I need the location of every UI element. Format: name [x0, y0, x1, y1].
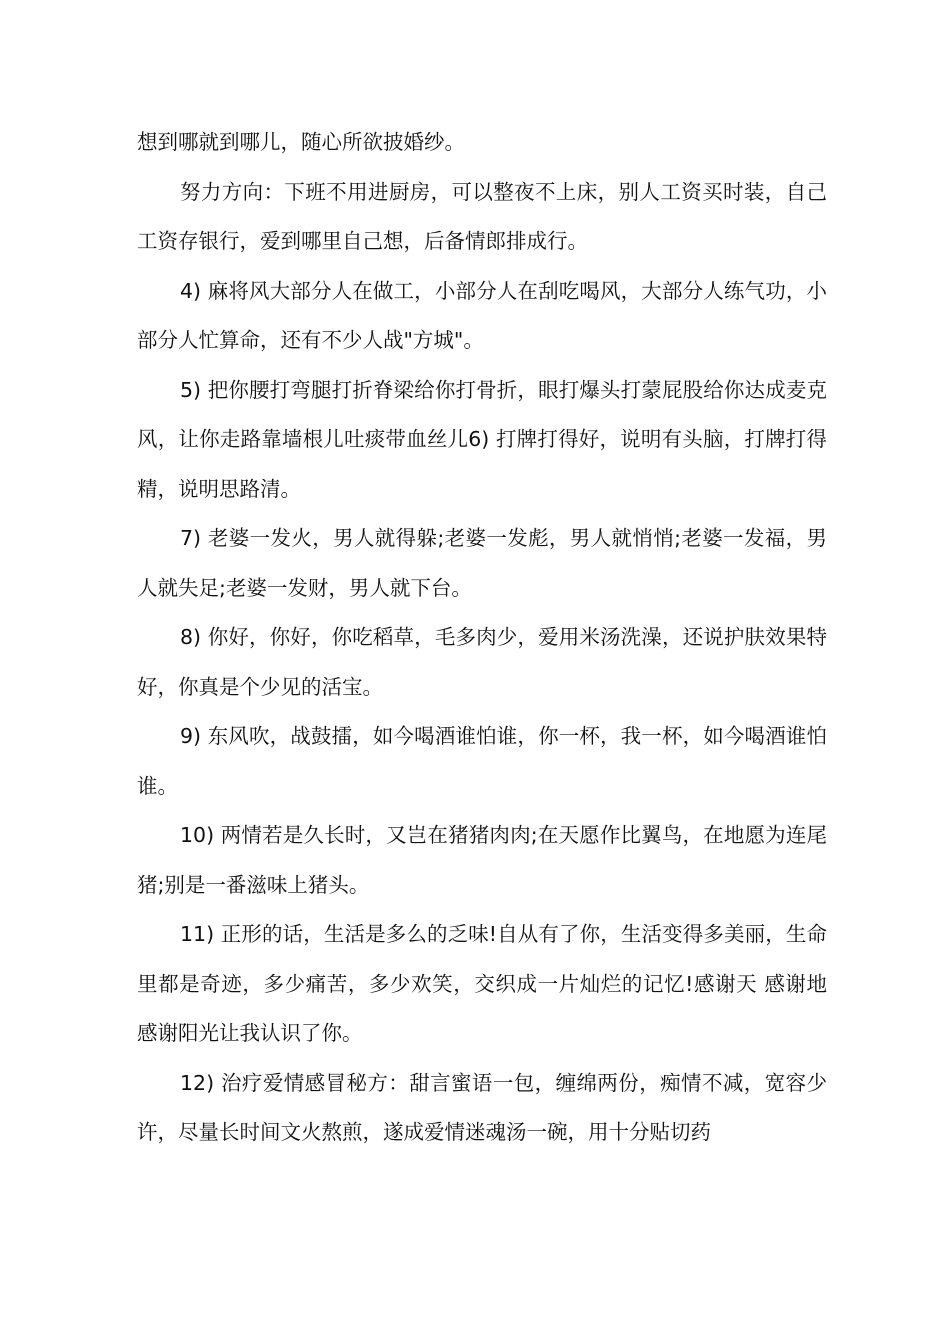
paragraph-item-11: 11) 正形的话，生活是多么的乏味!自从有了你，生活变得多美丽，生命里都是奇迹，多少痛苦，多少欢笑，交织成一片灿烂的记忆!感谢天 感谢地 感谢阳光让我认识了你。 — [137, 922, 827, 1045]
paragraph-item-10: 10) 两情若是久长时，又岂在猪猪肉肉;在天愿作比翼鸟，在地愿为连尾猪;别是一番滋味上猪头。 — [137, 823, 827, 897]
paragraph-effort-direction: 努力方向：下班不用进厨房，可以整夜不上床，别人工资买时装，自己工资存银行，爱到哪里自己想，后备情郎排成行。 — [137, 179, 827, 253]
paragraph-item-4: 4) 麻将风大部分人在做工，小部分人在刮吃喝风，大部分人练气功，小部分人忙算命，还有不少人战"方城"。 — [137, 278, 827, 352]
paragraph-item-8: 8) 你好，你好，你吃稻草，毛多肉少，爱用米汤洗澡，还说护肤效果特好，你真是个少见的活宝。 — [137, 625, 827, 699]
paragraph-item-9: 9) 东风吹，战鼓擂，如今喝酒谁怕谁，你一杯，我一杯，如今喝酒谁怕谁。 — [137, 724, 827, 798]
paragraph-item-7: 7) 老婆一发火，男人就得躲;老婆一发彪，男人就悄悄;老婆一发福，男人就失足;老婆一发财，男人就下台。 — [137, 526, 827, 600]
paragraph-continuation: 想到哪就到哪儿，随心所欲披婚纱。 — [137, 130, 465, 154]
paragraph-item-12: 12) 治疗爱情感冒秘方：甜言蜜语一包，缠绵两份，痴情不减，宽容少许，尽量长时间文火熬煎，遂成爱情迷魂汤一碗，用十分贴切药 — [137, 1070, 827, 1144]
document-body — [137, 118, 827, 1158]
paragraph-item-5-6: 5) 把你腰打弯腿打折脊梁给你打骨折，眼打爆头打蒙屁股给你达成麦克风，让你走路靠墙根儿吐痰带血丝儿6) 打牌打得好，说明有头脑，打牌打得精，说明思路清。 — [137, 377, 827, 501]
